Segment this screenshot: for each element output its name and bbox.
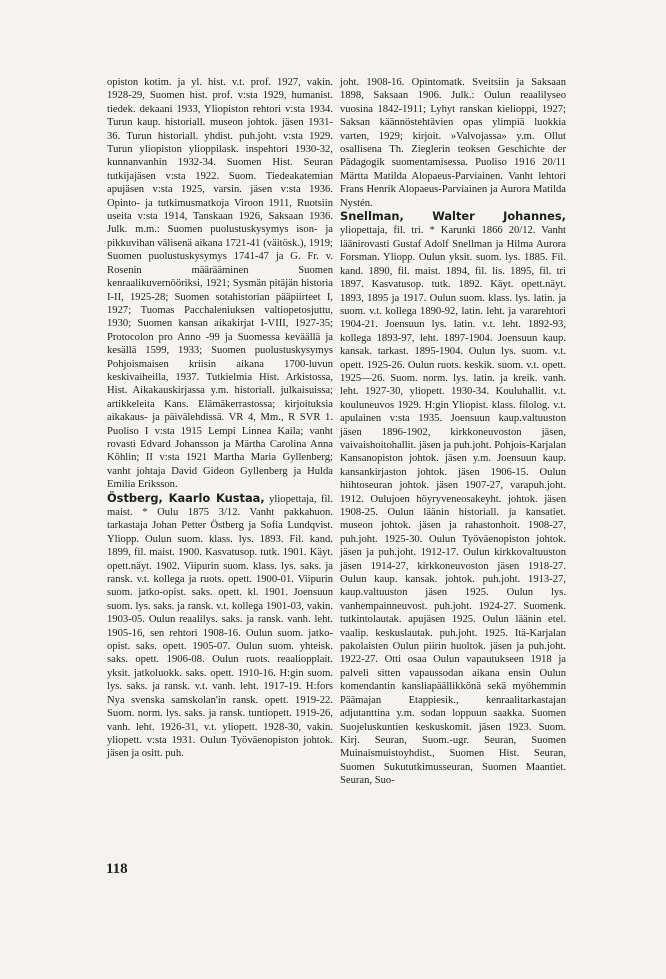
biography-continued-paragraph: joht. 1908-16. Opintomatk. Sveitsiin ja Saksaan 1898, Saksaan 1906. Julk.: Oulun reaalilyseo vuosina 1842-1911; Lyhyt ranskan kielioppi, 1927; Saksan käännöstehtävien opas ylimpiä luokkia varten, 1929; kirjoit. »Valvojassa» y.m. Ollut osallisena Th. Zieglerin teoksen Geschichte der Pädagogik suomentamisessa. Puoliso 1916 20/11 Märtta Matilda Alopaeus-Parviainen. Vanht lehtori Frans Henrik Alopaeus-Parviainen ja Aurora Matilda Nystén. [340,77,566,209]
left-column [107,76,333,761]
biography-entry-snellman [340,210,566,787]
entry-text: yliopettaja, fil. tri. * Karunki 1866 20/12. Vanht läänirovasti Gustaf Adolf Snellman ja Hilma Aurora Forsman. Yliopp. Oulun yksit. suom. lys. 1885. Fil. kand. 1890, fil. maist. 1894, fil. lis. 1895, fil. tri 1897. Kasvatusop. tutk. 1892. Käyt. opett.näyt. 1893, 1895 ja 1917. Oulun suom. klass. lys. latin. ja suom. v.t. kollega 1890-92, latin. leht. ja vararehtori 1904-21. Joensuun lys. latin. v.t. leht. 1892-93, kollega 1893-97, leht. 1897-1904. Joensuun kaup. kansak. tarkast. 1895-1904. Oulun lys. suom. v.t. opett. 1925-26. Oulun ruots. keskik. suom. v.t. opett. 1925—26. Suom. norm. lys. latin. ja kreik. vanh. leht. 1927-30, yliopett. 1930-34. Kouluhallit. v.t. kouluneuvos 1929. H:gin Yliopist. klass. filolog. v.t. apulainen v:sta 1935. Joensuun kaup.valtuuston jäsen 1896-1902, kirkkoneuvoston jäsen, vaivaishoitohallit. jäsen ja puh.joht. Pohjois-Karjalan Kansanopiston johtok. jäsen y.m. Joensuun kaup. kansankirjaston johtok. jäsen 1906-15. Oulun hiihtoseuran johtok. jäsen 1907-27, varapuh.joht. 1912. Oulujoen höyryveneosakeyht. johtok. jäsen 1908-25. Oulun läänin historiall. ja kansatiet. museon johtok. jäsen ja rahastonhoit. 1908-27, puh.joht. 1925-30. Oulun Työväenopiston johtok. jäsen ja puh.joht. 1912-17. Oulun kirkkovaltuuston jäsen 1914-27, kirkkoneuvoston jäsen 1918-27. Oulun kaup. kansak. johtok. puh.joht. 1913-27, kaup.valtuuston jäsen 1925. Oulun lys. vanhempainneuvost. puh.joht. 1924-27. Suomenk. tutkintolautak. apujäsen 1925. Oulun läänin etel. vaalip. keskuslautak. puh.joht. 1925. Itä-Karjalan pakolaisten Oulun piirin huoltok. jäsen ja puh.joht. 1922-27. Otti osaa Oulun vapautukseen 1918 ja palveli sitten vapaussodan aikana ensin Oulun komendantin kansliapäällikkönä sekä myöhemmin Päämajan Etappiesik., kenraalitarkastajan adjutanttina y.m. sodan loppuun saakka. Suomen Suojeluskuntien keskuskomit. jäsen 1923. Suom. Kirj. Seuran, Suom.-ugr. Seuran, Suomen Muinaismuistoyhdist., Suomen Hist. Seuran, Suomen Sukututkimusseuran, Suomen Maantiet. Seuran, Suo- [340,225,566,787]
entry-text: yliopettaja, fil. maist. * Oulu 1875 3/12. Vanht pakkahuon. tarkastaja Johan Petter Östberg ja Sofia Lundqvist. Yliopp. Oulun suom. klass. lys. 1893. Fil. kand. 1899, fil. maist. 1900. Kasvatusop. tutk. 1901. Käyt. opett.näyt. 1902. Viipurin suom. klass. lys. saks. ja ransk. v.t. kollega ja ruots. opett. 1900-01. Viipurin suom. jatko-opist. saks. opett. kl. 1901. Joensuun suom. lys. saks. ja ransk. v.t. kollega 1901-03, vakin. 1903-05. Oulun reaalilys. saks. ja ransk. vanh. leht. 1905-16, sen rehtori 1908-16. Oulun suom. jatko-opist. saks. opett. 1905-07. Oulun suom. yhteisk. saks. opett. 1906-08. Oulun ruots. reaaliopplait. yksit. jatkoluokk. saks. opett. 1910-16. H:gin suom. lys. saks. ja ransk. v.t. vanh. leht. 1917-19. H:fors Nya svenska samskolan'in ransk. opett. 1919-22. Suom. norm. lys. saks. ja ransk. tuntiopett. 1919-26, vanh. leht. 1926-31, v.t. yliopett. 1928-30, vakin. yliopett. v:sta 1931. Oulun Työväenopiston johtok. jäsen ja ositt. puh. [107,493,333,760]
page-number: 118 [106,861,128,877]
biography-entry-ostberg [107,492,333,761]
right-column [340,76,566,788]
biography-continued-paragraph: opiston kotim. ja yl. hist. v.t. prof. 1927, vakin. 1928-29, Suomen hist. prof. v:sta 1929, humanist. tiedek. dekaani 1933, Yliopiston rehtori v:sta 1934. Turun kaup. historiall. museon johtok. jäsen 1931-36. Turun historiall. yhdist. puh.joht. v:sta 1929. Turun yliopiston ylioppilask. inspehtori 1930-32, kunnanvanhin 1932-34. Suomen Hist. Seuran tutkijajäsen v:sta 1922. Suom. Tiedeakatemian apujäsen v:sta 1925, varsin. jäsen v:sta 1936. Opinto- ja tutkimusmatkoja Viroon 1911, Ruotsiin useita v:sta 1914, Tanskaan 1926, Saksaan 1936. Julk. m.m.: Suomen puolustuskysymys ison- ja pikkuvihan välisenä aikana 1721-41 (väitösk.), 1919; Suomen puolustuskysymys 1741-47 ja G. Fr. v. Rosenin määrääminen Suomen kenraalikuvernööriksi, 1921; Sysmän pitäjän historia I-II, 1925-28; Suomen sotahistorian pääpiirteet I, 1927; Tuomas Pacchaleniuksen valtiopetosjuttu, 1930; Suomen kansan aikakirjat I-VIII, 1927-35; Protocolon pro Anno -99 ja Suomessa keväällä ja kesällä 1599, 1933; Suomen puolustuskysymys Pohjoismaisen kriisin aikana 1700-luvun keskivaiheilla, 1937. Tutkielmia Hist. Arkistossa, Hist. Aikakauskirjassa y.m. historiall. julkaisuissa; artikkeleita Kans. Elämäkerrastossa; kirjoituksia aikakaus- ja päivälehdissä. VR 4, Mm., R SVR 1. Puoliso I v:sta 1915 Lempi Linnea Kaila; vanht rovasti Edvard Johansson ja Märtha Carolina Anna Köhlin; II v:sta 1921 Martha Maria Gyllenberg; vanht johtaja David Gideon Gyllenberg ja Hulda Emilia Eriksson. [107,77,333,491]
entry-heading: Östberg, Kaarlo Kustaa, [107,490,265,505]
entry-heading: Snellman, Walter Johannes, [340,209,566,224]
